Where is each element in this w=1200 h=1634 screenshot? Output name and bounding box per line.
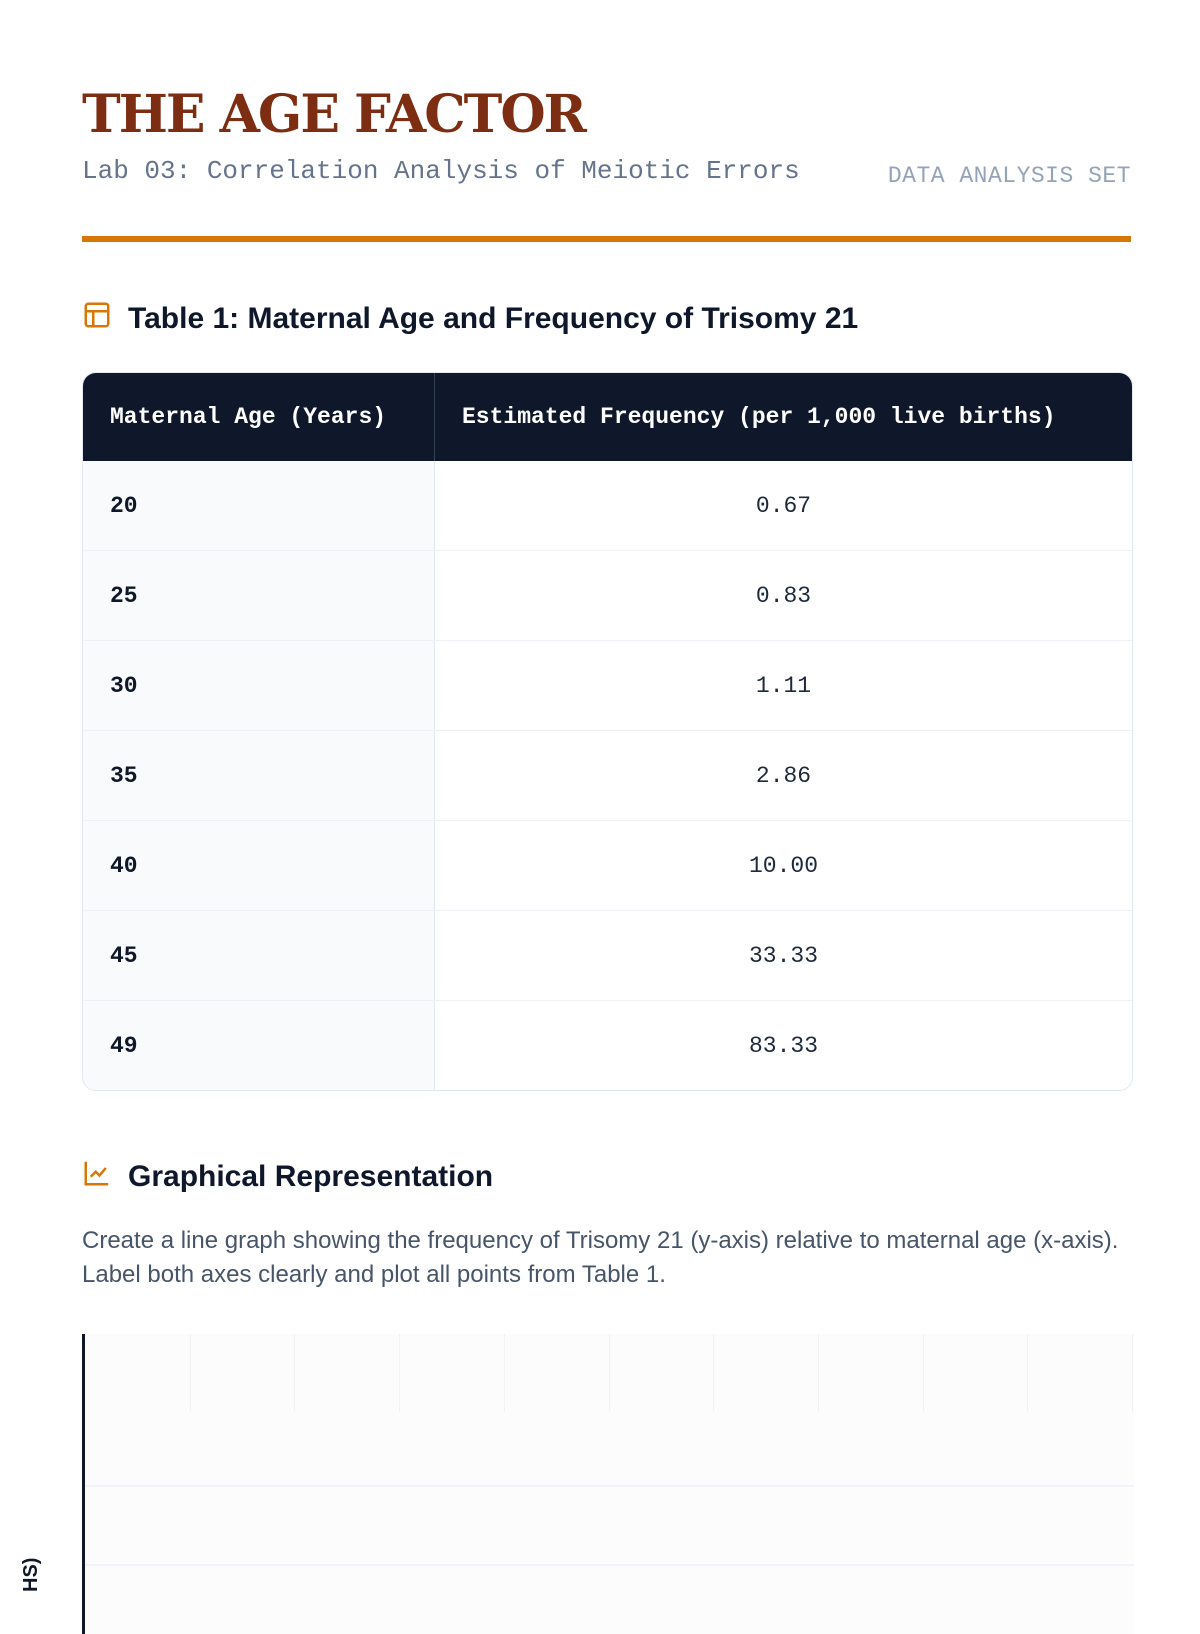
graph-heading-text: Graphical Representation bbox=[128, 1160, 494, 1193]
column-header-frequency: Estimated Frequency (per 1,000 live births) bbox=[462, 404, 1056, 430]
set-label: DATA ANALYSIS SET bbox=[887, 163, 1131, 189]
age-cell: 20 bbox=[83, 461, 435, 550]
age-cell: 45 bbox=[83, 911, 435, 1000]
grid-line bbox=[399, 1334, 400, 1412]
table-row bbox=[83, 1000, 1132, 1090]
header-divider bbox=[82, 236, 1131, 242]
table-header bbox=[83, 373, 1132, 461]
grid-line bbox=[85, 1485, 1134, 1487]
graph-instructions: Create a line graph showing the frequency of Trisomy 21 (y-axis) relative to maternal age (x-axis). Label both axes clearly and plot all points from Table 1. bbox=[82, 1227, 1119, 1288]
age-cell: 49 bbox=[83, 1001, 435, 1090]
frequency-cell: 83.33 bbox=[748, 1032, 818, 1059]
table-row bbox=[83, 820, 1132, 910]
grid-line bbox=[190, 1334, 191, 1412]
grid-line bbox=[504, 1334, 505, 1412]
frequency-cell: 1.11 bbox=[755, 672, 812, 699]
grid-line bbox=[818, 1334, 819, 1412]
age-cell: 25 bbox=[83, 551, 435, 640]
grid-line bbox=[713, 1334, 714, 1412]
age-cell: 35 bbox=[83, 731, 435, 820]
frequency-cell: 0.67 bbox=[755, 492, 812, 519]
frequency-cell: 0.83 bbox=[755, 582, 812, 609]
table-icon bbox=[82, 300, 112, 338]
page-title: THE AGE FACTOR bbox=[82, 84, 585, 145]
table-section-heading bbox=[82, 300, 858, 338]
page-subtitle: Lab 03: Correlation Analysis of Meiotic Errors bbox=[82, 156, 800, 186]
table-heading-text: Table 1: Maternal Age and Frequency of Trisomy 21 bbox=[128, 302, 859, 335]
frequency-cell: 33.33 bbox=[748, 942, 818, 969]
age-cell: 30 bbox=[83, 641, 435, 730]
line-chart-icon bbox=[82, 1158, 112, 1196]
grid-line bbox=[294, 1334, 295, 1412]
grid-line bbox=[1132, 1334, 1133, 1412]
grid-line bbox=[1027, 1334, 1028, 1412]
table-row bbox=[83, 461, 1132, 550]
grid-line bbox=[609, 1334, 610, 1412]
graph-section-heading bbox=[82, 1158, 493, 1196]
age-cell: 40 bbox=[83, 821, 435, 910]
table-row bbox=[83, 730, 1132, 820]
column-header-age: Maternal Age (Years) bbox=[83, 373, 435, 461]
grid-line bbox=[85, 1564, 1134, 1566]
data-table bbox=[82, 372, 1133, 1091]
frequency-cell: 10.00 bbox=[748, 852, 818, 879]
frequency-cell: 2.86 bbox=[755, 762, 812, 789]
grid-line bbox=[923, 1334, 924, 1412]
table-row bbox=[83, 640, 1132, 730]
y-axis-label: HS) bbox=[20, 1557, 42, 1592]
blank-graph-area[interactable] bbox=[82, 1334, 1134, 1634]
table-row bbox=[83, 910, 1132, 1000]
table-row bbox=[83, 550, 1132, 640]
